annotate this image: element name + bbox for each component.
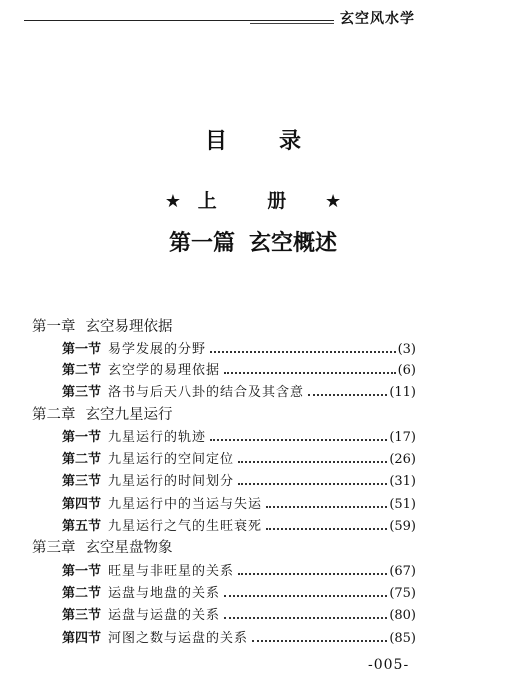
page-number: -005- [368,657,410,673]
section-number: 第二节 [62,452,102,467]
section-title: 九星运行中的当运与失运 [108,497,263,512]
chapter-title: 玄空九星运行 [85,407,173,423]
running-header-title: 玄空风水学 [340,11,415,27]
section-page: (3) [397,342,416,357]
header-rule-accent [250,23,334,24]
section-title: 河图之数与运盘的关系 [108,631,249,646]
section-number: 第五节 [62,519,102,534]
toc-entry[interactable] [62,426,416,446]
dot-leader [238,461,387,463]
toc-entry[interactable] [62,515,416,535]
volume-label: 上 册 [197,190,309,212]
toc-entry[interactable] [62,338,416,358]
section-page: (17) [389,430,416,445]
toc-entry[interactable] [62,470,416,490]
section-page: (75) [389,586,416,601]
section-number: 第二节 [62,586,102,601]
section-page: (80) [389,608,416,623]
section-title: 九星运行的轨迹 [108,430,207,445]
section-title: 九星运行的时间划分 [108,474,235,489]
section-number: 第四节 [62,631,102,646]
section-page: (85) [389,631,416,646]
section-number: 第四节 [62,497,102,512]
toc-title-right: 录 [279,128,302,154]
dot-leader [252,640,387,642]
part-title: 玄空概述 [249,230,338,256]
section-page: (31) [389,474,416,489]
toc-title-left: 目 [204,128,227,154]
chapter-heading [32,403,173,424]
section-page: (11) [389,385,416,400]
section-title: 九星运行之气的生旺衰死 [108,519,263,534]
chapter-heading [32,315,173,336]
part-label: 第一篇 [168,230,235,256]
dot-leader [224,372,396,374]
chapter-title: 玄空星盘物象 [85,540,173,556]
toc-title [0,124,506,155]
dot-leader [266,506,387,508]
dot-leader [210,351,396,353]
dot-leader [238,573,387,575]
star-icon: ★ [164,191,182,212]
dot-leader [210,439,387,441]
section-page: (67) [389,564,416,579]
dot-leader [308,394,387,396]
dot-leader [224,595,387,597]
volume-heading [0,186,506,213]
toc-entry[interactable] [62,582,416,602]
section-number: 第三节 [62,608,102,623]
chapter-label: 第三章 [32,540,76,556]
section-title: 易学发展的分野 [108,342,207,357]
section-number: 第一节 [62,430,102,445]
chapter-label: 第二章 [32,407,76,423]
toc-entry[interactable] [62,604,416,624]
star-icon: ★ [324,191,342,212]
section-page: (59) [389,519,416,534]
chapter-label: 第一章 [32,319,76,335]
toc-entry[interactable] [62,560,416,580]
dot-leader [266,528,387,530]
toc-entry[interactable] [62,627,416,647]
chapter-heading [32,536,173,557]
section-page: (26) [389,452,416,467]
section-title: 玄空学的易理依据 [108,363,221,378]
section-title: 九星运行的空间定位 [108,452,235,467]
toc-entry[interactable] [62,448,416,468]
toc-entry[interactable] [62,493,416,513]
toc-entry[interactable] [62,359,416,379]
section-number: 第二节 [62,363,102,378]
section-number: 第三节 [62,474,102,489]
section-title: 旺星与非旺星的关系 [108,564,235,579]
header-rule [24,20,334,21]
section-title: 洛书与后天八卦的结合及其含意 [108,385,305,400]
dot-leader [238,483,387,485]
section-number: 第一节 [62,342,102,357]
section-number: 第一节 [62,564,102,579]
section-number: 第三节 [62,385,102,400]
section-title: 运盘与运盘的关系 [108,608,221,623]
section-page: (6) [397,363,416,378]
toc-entry[interactable] [62,381,416,401]
section-page: (51) [389,497,416,512]
section-title: 运盘与地盘的关系 [108,586,221,601]
chapter-title: 玄空易理依据 [85,319,173,335]
part-heading [0,226,506,257]
dot-leader [224,617,387,619]
